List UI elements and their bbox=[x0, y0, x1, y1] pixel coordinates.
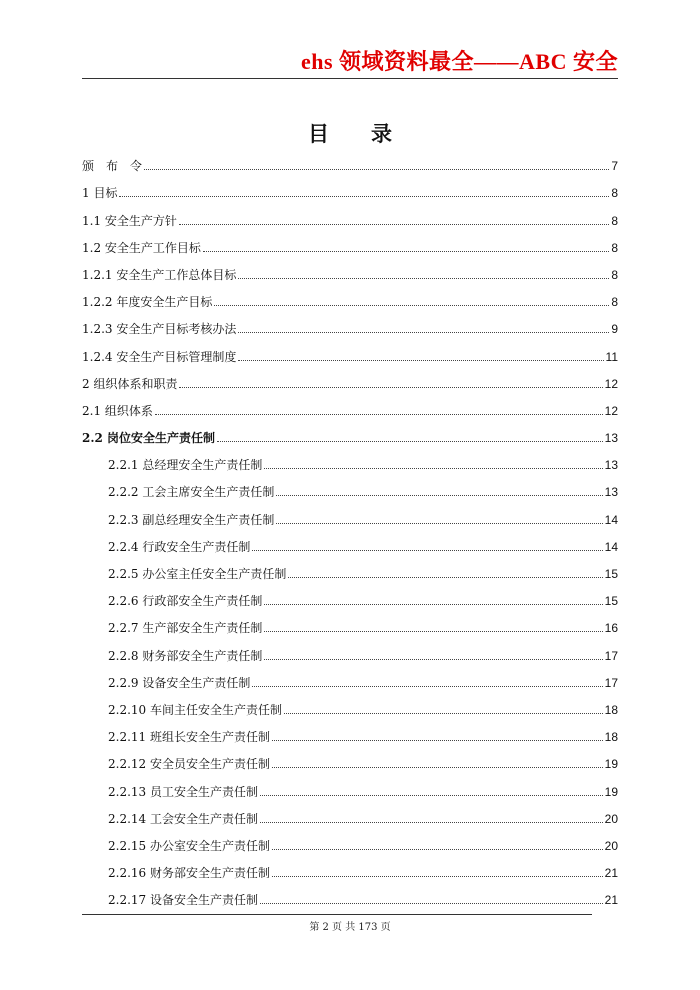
toc-entry-title: 2.1 组织体系 bbox=[82, 403, 153, 418]
toc-entry-title: 1.2.1 安全生产工作总体目标 bbox=[82, 267, 237, 282]
toc-entry[interactable] bbox=[82, 554, 618, 581]
toc-leader-dots bbox=[144, 169, 609, 170]
toc-entry-page: 15 bbox=[604, 567, 618, 581]
toc-entry-title: 2.2.15 办公室安全生产责任制 bbox=[108, 838, 270, 853]
toc-entry-title: 1 目标 bbox=[82, 186, 118, 201]
page-number-footer: 第 2 页 共 173 页 bbox=[309, 922, 391, 933]
toc-entry-page: 8 bbox=[611, 295, 618, 310]
toc-entry-page: 13 bbox=[604, 458, 618, 473]
toc-leader-dots bbox=[260, 903, 603, 904]
toc-entry-title: 颁 布 令 bbox=[82, 159, 143, 174]
toc-entry[interactable] bbox=[82, 826, 618, 853]
toc-entry-page: 21 bbox=[604, 866, 618, 881]
toc-leader-dots bbox=[252, 686, 602, 687]
toc-entry-page: 17 bbox=[604, 648, 618, 663]
toc-entry-page: 20 bbox=[604, 811, 618, 826]
toc-entry[interactable] bbox=[82, 799, 618, 826]
toc-entry[interactable] bbox=[82, 200, 618, 227]
toc-entry-title: 2.2.12 安全员安全生产责任制 bbox=[108, 757, 270, 772]
toc-entry-page: 8 bbox=[611, 186, 618, 201]
toc-entry-title: 2.2.6 行政部安全生产责任制 bbox=[108, 594, 263, 609]
toc-entry[interactable] bbox=[82, 418, 618, 445]
toc-entry-page: 21 bbox=[604, 893, 618, 908]
toc-leader-dots bbox=[272, 740, 603, 741]
toc-entry-page: 15 bbox=[604, 594, 618, 609]
toc-leader-dots bbox=[264, 631, 602, 632]
toc-entry[interactable] bbox=[82, 499, 618, 526]
toc-entry[interactable] bbox=[82, 663, 618, 690]
toc-leader-dots bbox=[238, 278, 609, 279]
toc-leader-dots bbox=[272, 876, 603, 877]
toc-entry-title: 1.2 安全生产工作目标 bbox=[82, 240, 201, 255]
toc-entry-title: 2.2.9 设备安全生产责任制 bbox=[108, 675, 251, 690]
toc-leader-dots bbox=[155, 414, 603, 415]
toc-leader-dots bbox=[119, 196, 609, 197]
toc-leader-dots bbox=[214, 305, 609, 306]
table-of-contents bbox=[82, 146, 618, 907]
toc-entry-title: 1.2.2 年度安全生产目标 bbox=[82, 295, 213, 310]
toc-entry-page: 9 bbox=[611, 322, 618, 337]
toc-entry-page: 8 bbox=[611, 267, 618, 282]
toc-entry[interactable] bbox=[82, 853, 618, 880]
toc-entry-title: 2.2.10 车间主任安全生产责任制 bbox=[108, 702, 282, 717]
toc-entry-title: 2.2.13 员工安全生产责任制 bbox=[108, 784, 258, 799]
toc-entry-title: 2 组织体系和职责 bbox=[82, 376, 178, 391]
toc-entry-page: 20 bbox=[604, 838, 618, 853]
toc-entry-page: 18 bbox=[604, 702, 618, 717]
toc-entry-title: 2.2.1 总经理安全生产责任制 bbox=[108, 458, 263, 473]
toc-leader-dots bbox=[260, 795, 603, 796]
toc-entry-page: 14 bbox=[604, 539, 618, 554]
toc-entry-title: 1.2.4 安全生产目标管理制度 bbox=[82, 349, 237, 364]
toc-entry-title: 2.2.2 工会主席安全生产责任制 bbox=[108, 485, 275, 500]
toc-leader-dots bbox=[284, 713, 603, 714]
toc-entry-page: 19 bbox=[604, 757, 618, 772]
toc-entry-title: 2.2.3 副总经理安全生产责任制 bbox=[108, 512, 275, 527]
toc-entry[interactable] bbox=[82, 309, 618, 336]
toc-entry[interactable] bbox=[82, 717, 618, 744]
toc-entry-title: 2.2.7 生产部安全生产责任制 bbox=[108, 621, 263, 636]
toc-leader-dots bbox=[272, 849, 603, 850]
toc-entry[interactable] bbox=[82, 581, 618, 608]
toc-entry-title: 2.2.11 班组长安全生产责任制 bbox=[108, 730, 270, 745]
toc-entry[interactable] bbox=[82, 771, 618, 798]
toc-entry-title: 1.2.3 安全生产目标考核办法 bbox=[82, 322, 237, 337]
brand-title: ehs 领域资料最全——ABC 安全 bbox=[300, 49, 618, 74]
toc-entry-title: 2.2.16 财务部安全生产责任制 bbox=[108, 866, 270, 881]
toc-entry-page: 8 bbox=[611, 240, 618, 255]
toc-entry-page: 16 bbox=[604, 621, 618, 636]
toc-entry-page: 17 bbox=[604, 675, 618, 690]
toc-entry-page: 12 bbox=[604, 376, 618, 391]
toc-leader-dots bbox=[217, 441, 603, 442]
toc-leader-dots bbox=[203, 251, 609, 252]
toc-entry[interactable] bbox=[82, 255, 618, 282]
toc-entry-title: 1.1 安全生产方针 bbox=[82, 213, 177, 228]
toc-entry-page: 8 bbox=[611, 213, 618, 228]
toc-entry[interactable] bbox=[82, 391, 618, 418]
toc-leader-dots bbox=[260, 822, 603, 823]
toc-leader-dots bbox=[252, 550, 602, 551]
toc-leader-dots bbox=[264, 604, 602, 605]
toc-leader-dots bbox=[264, 468, 602, 469]
toc-entry-title: 2.2 岗位安全生产责任制 bbox=[82, 431, 216, 446]
toc-entry[interactable] bbox=[82, 527, 618, 554]
toc-entry[interactable] bbox=[82, 635, 618, 662]
toc-leader-dots bbox=[179, 387, 602, 388]
toc-entry-page: 12 bbox=[604, 403, 618, 418]
toc-entry-page: 14 bbox=[604, 512, 618, 527]
toc-entry[interactable] bbox=[82, 608, 618, 635]
toc-entry[interactable] bbox=[82, 445, 618, 472]
toc-entry-page: 13 bbox=[604, 431, 618, 446]
footer-rule bbox=[82, 914, 592, 915]
toc-leader-dots bbox=[276, 523, 602, 524]
toc-leader-dots bbox=[288, 577, 602, 578]
page-header bbox=[82, 46, 618, 79]
toc-entry-page: 13 bbox=[604, 485, 618, 500]
toc-leader-dots bbox=[272, 767, 603, 768]
toc-entry-title: 2.2.14 工会安全生产责任制 bbox=[108, 811, 258, 826]
toc-entry-page: 18 bbox=[604, 730, 618, 745]
toc-entry[interactable] bbox=[82, 364, 618, 391]
toc-leader-dots bbox=[238, 360, 603, 361]
toc-entry[interactable] bbox=[82, 228, 618, 255]
toc-leader-dots bbox=[276, 495, 602, 496]
toc-entry-page: 11 bbox=[605, 349, 618, 364]
toc-entry[interactable] bbox=[82, 472, 618, 499]
toc-leader-dots bbox=[264, 659, 602, 660]
toc-entry[interactable] bbox=[82, 880, 618, 907]
toc-entry-title: 2.2.4 行政安全生产责任制 bbox=[108, 539, 251, 554]
toc-title: 目 录 bbox=[308, 122, 392, 146]
toc-entry[interactable] bbox=[82, 173, 618, 200]
toc-entry-page: 19 bbox=[604, 784, 618, 799]
toc-entry[interactable] bbox=[82, 690, 618, 717]
toc-entry-page: 7 bbox=[611, 159, 618, 174]
toc-entry[interactable] bbox=[82, 146, 618, 173]
toc-entry[interactable] bbox=[82, 282, 618, 309]
toc-entry-title: 2.2.8 财务部安全生产责任制 bbox=[108, 648, 263, 663]
toc-leader-dots bbox=[179, 224, 609, 225]
toc-leader-dots bbox=[238, 332, 609, 333]
toc-entry[interactable] bbox=[82, 744, 618, 771]
toc-entry-title: 2.2.17 设备安全生产责任制 bbox=[108, 893, 258, 908]
toc-entry-title: 2.2.5 办公室主任安全生产责任制 bbox=[108, 567, 287, 581]
toc-entry[interactable] bbox=[82, 336, 618, 363]
